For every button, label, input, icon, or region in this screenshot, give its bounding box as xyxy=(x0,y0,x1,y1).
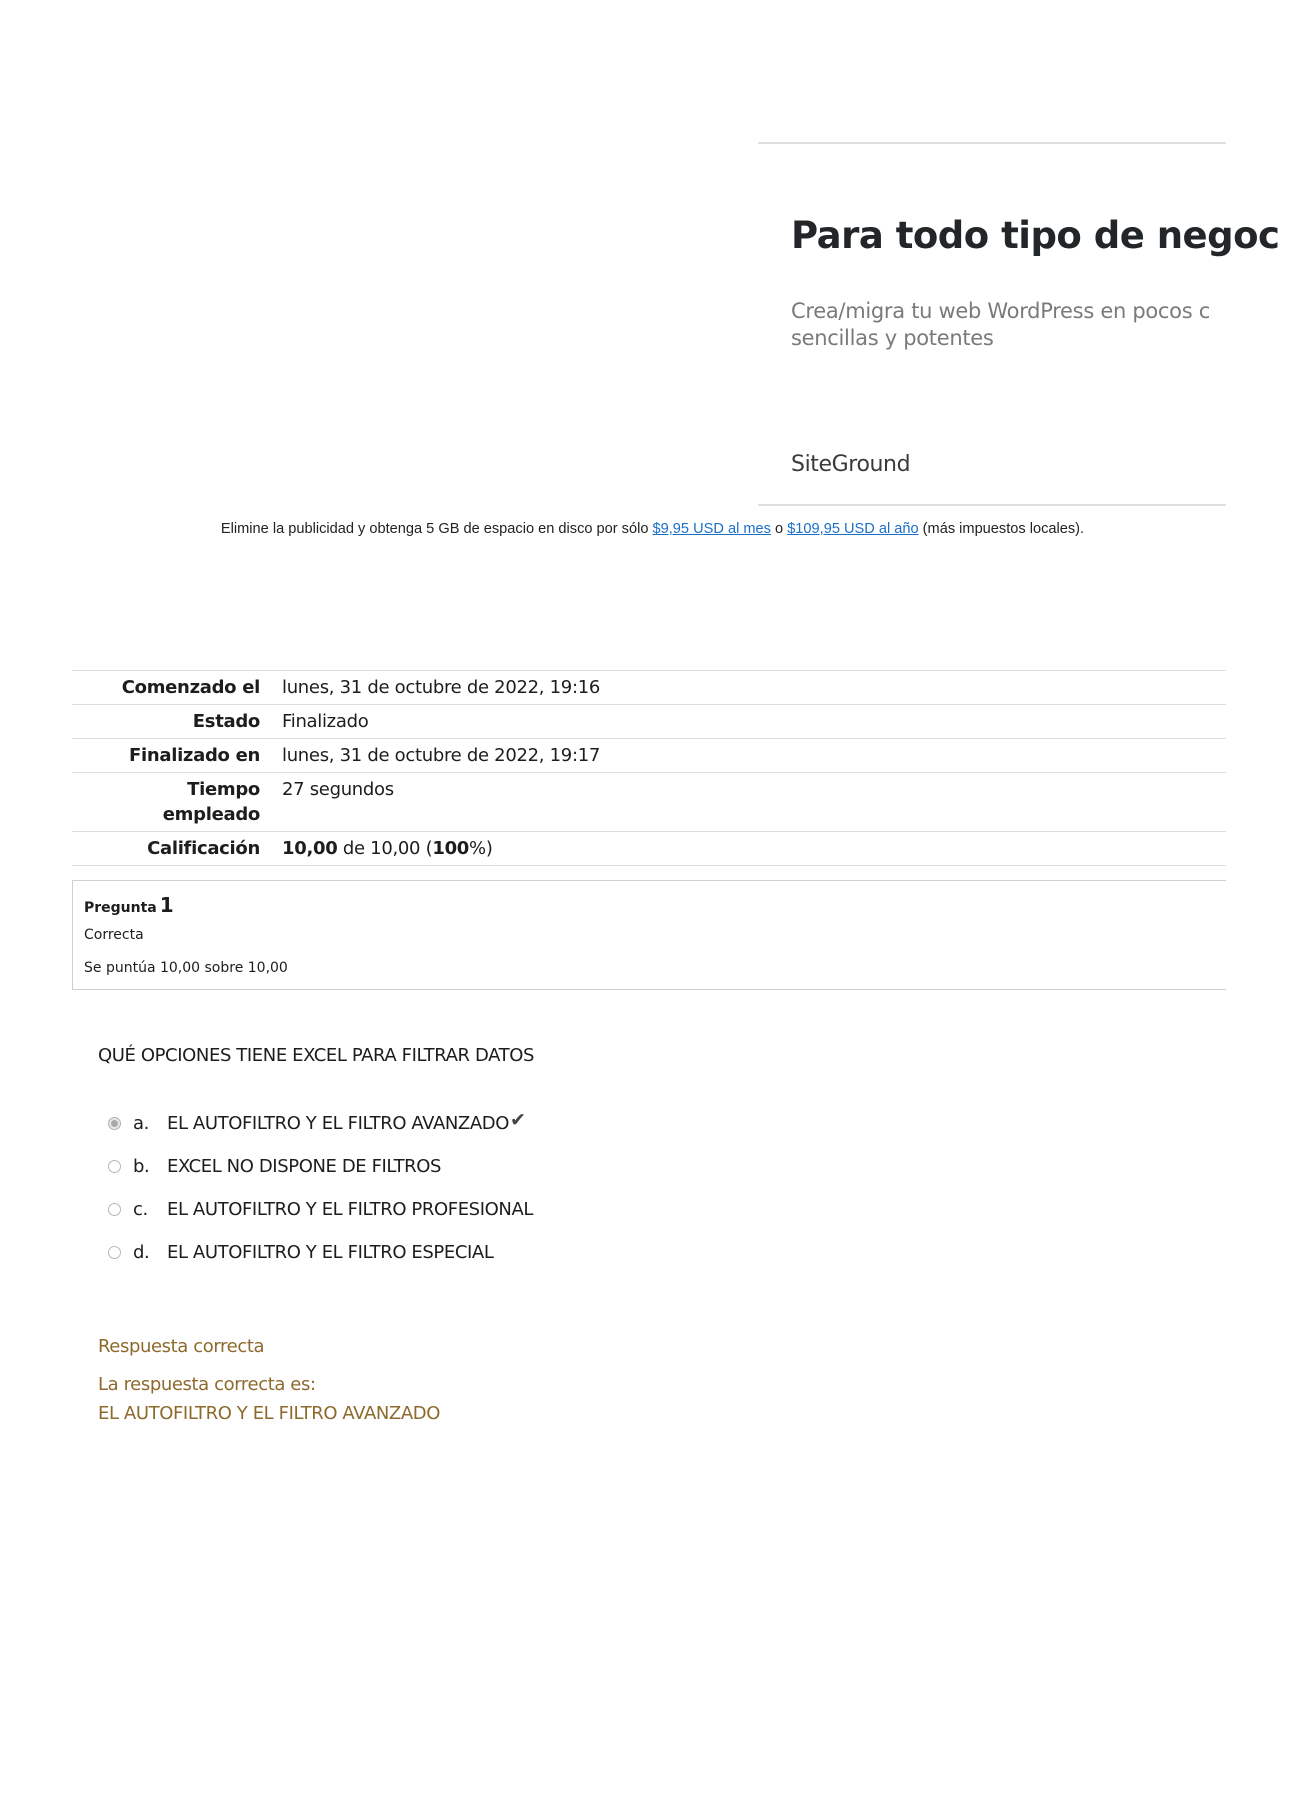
time-label-line-2: empleado xyxy=(162,804,260,825)
grade-label: Calificación xyxy=(147,838,260,859)
answer-option-a[interactable] xyxy=(108,1102,533,1145)
summary-row-started xyxy=(72,671,1226,705)
state-value: Finalizado xyxy=(282,711,369,732)
ad-brand: SiteGround xyxy=(791,452,911,477)
check-icon: ✔ xyxy=(510,1108,526,1131)
answer-text: EL AUTOFILTRO Y EL FILTRO ESPECIAL xyxy=(167,1242,494,1263)
promo-text-middle: o xyxy=(770,521,788,537)
question-info-box xyxy=(72,880,1226,990)
yearly-plan-link[interactable]: $109,95 USD al año xyxy=(787,521,919,537)
promo-text-before: Elimine la publicidad y obtenga 5 GB de espacio en disco por sólo xyxy=(220,521,653,537)
answer-feedback: Respuesta correcta xyxy=(98,1336,265,1357)
ad-subtitle-line-2: sencillas y potentes xyxy=(791,326,994,350)
question-text: QUÉ OPCIONES TIENE EXCEL PARA FILTRAR DATOS xyxy=(98,1045,535,1066)
question-state: Correcta xyxy=(84,927,144,943)
grade-suffix: %) xyxy=(469,838,493,859)
answer-options xyxy=(108,1102,533,1274)
grade-of: de 10,00 ( xyxy=(337,838,433,859)
answer-text: EL AUTOFILTRO Y EL FILTRO AVANZADO xyxy=(167,1113,509,1134)
answer-option-b[interactable] xyxy=(108,1145,533,1188)
answer-text: EXCEL NO DISPONE DE FILTROS xyxy=(167,1156,442,1177)
attempt-summary-table xyxy=(72,670,1226,866)
radio-icon[interactable] xyxy=(108,1160,121,1173)
correct-answer-intro: La respuesta correcta es: xyxy=(98,1374,316,1395)
time-label-line-1: Tiempo xyxy=(187,779,260,800)
radio-selected-icon[interactable] xyxy=(108,1117,121,1130)
answer-text: EL AUTOFILTRO Y EL FILTRO PROFESIONAL xyxy=(167,1199,533,1220)
answer-letter: b. xyxy=(133,1156,150,1177)
answer-letter: a. xyxy=(133,1113,149,1134)
grade-percent: 100 xyxy=(432,838,470,859)
summary-row-time xyxy=(72,773,1226,832)
summary-row-finished xyxy=(72,739,1226,773)
correct-answer-text: EL AUTOFILTRO Y EL FILTRO AVANZADO xyxy=(98,1403,440,1424)
summary-row-grade xyxy=(72,832,1226,866)
ad-subtitle-line-1: Crea/migra tu web WordPress en pocos c xyxy=(791,299,1210,323)
state-label: Estado xyxy=(192,711,260,732)
question-grade: Se puntúa 10,00 sobre 10,00 xyxy=(84,960,288,976)
finished-value: lunes, 31 de octubre de 2022, 19:17 xyxy=(282,745,601,766)
question-number-value: 1 xyxy=(159,893,174,917)
question-label: Pregunta xyxy=(84,900,157,916)
grade-score: 10,00 xyxy=(282,838,338,859)
remove-ads-promo xyxy=(0,521,1280,537)
started-label: Comenzado el xyxy=(121,677,260,698)
answer-option-c[interactable] xyxy=(108,1188,533,1231)
promo-text-after: (más impuestos locales). xyxy=(918,521,1085,537)
summary-row-state xyxy=(72,705,1226,739)
ad-title: Para todo tipo de negoc xyxy=(791,214,1280,257)
answer-letter: c. xyxy=(133,1199,148,1220)
grade-value xyxy=(282,832,1226,866)
ad-subtitle xyxy=(791,298,1311,352)
answer-letter: d. xyxy=(133,1242,150,1263)
started-value: lunes, 31 de octubre de 2022, 19:16 xyxy=(282,677,601,698)
time-value: 27 segundos xyxy=(282,779,394,800)
answer-option-d[interactable] xyxy=(108,1231,533,1274)
radio-icon[interactable] xyxy=(108,1203,121,1216)
monthly-plan-link[interactable]: $9,95 USD al mes xyxy=(652,521,771,537)
question-number xyxy=(84,893,174,917)
ad-banner[interactable] xyxy=(758,142,1280,506)
finished-label: Finalizado en xyxy=(128,745,260,766)
time-label xyxy=(72,773,282,832)
radio-icon[interactable] xyxy=(108,1246,121,1259)
